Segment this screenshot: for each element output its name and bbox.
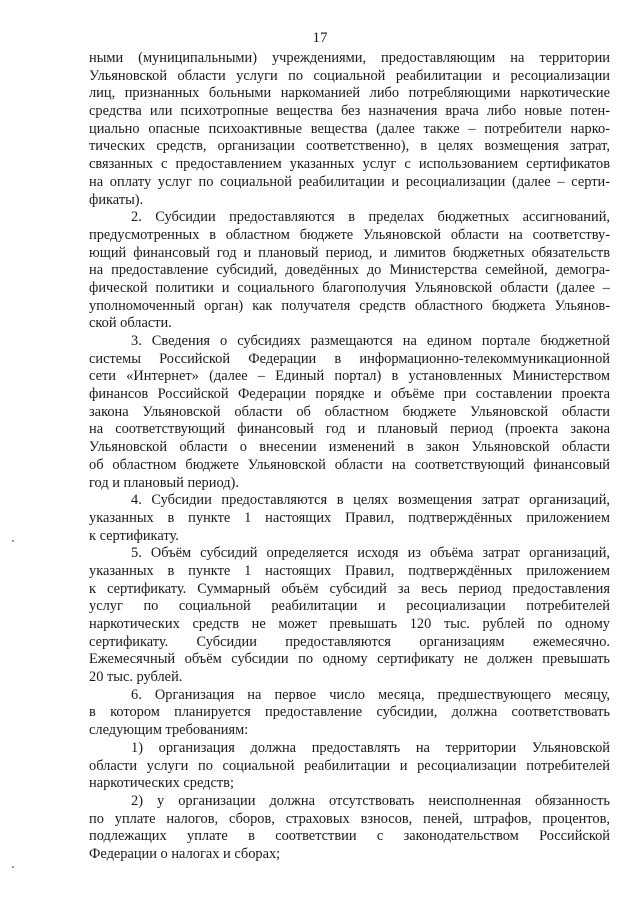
text-line: Ульяновской области о внесении изменений в закон Ульяновской области <box>89 439 610 456</box>
text-line: ными (муниципальными) учреждениями, предоставляющим на территории <box>89 50 610 66</box>
text-line: к сертификату. Суммарный объём субсидий за весь период предоставления <box>89 580 610 597</box>
text-line: 6. Организация на первое число месяца, предшествующего месяцу, <box>131 686 610 703</box>
text-line: лиц, признанных больными наркоманией либо потребляющими наркотические <box>89 85 610 102</box>
text-line: указанных в пункте 1 настоящих Правил, подтверждённых приложением <box>89 562 610 579</box>
text-line: к сертификату. <box>89 527 179 544</box>
text-line: на предоставление субсидий, доведённых до Министерства семейной, демогра- <box>89 262 610 279</box>
text-line: предусмотренных в областном бюджете Ульяновской области на соответству- <box>89 226 610 243</box>
text-line: системы Российской Федерации в информационно-телекоммуникационной <box>89 350 610 367</box>
text-line: Ульяновской области услуги по социальной реабилитации и ресоциализации <box>89 67 610 84</box>
text-line: 3. Сведения о субсидиях размещаются на едином портале бюджетной <box>131 333 610 349</box>
text-line: следующим требованиям: <box>89 722 249 739</box>
text-line: ской области. <box>89 315 172 332</box>
text-line: на оплату услуг по социальной реабилитации и ресоциализации (далее – серти- <box>89 173 610 190</box>
text-line: сертификату. Субсидии предоставляются организациям ежемесячно. <box>89 633 610 650</box>
text-line: уполномоченный орган) как получателя средств областного бюджета Ульянов- <box>89 297 610 314</box>
text-line: области услуги по социальной реабилитации и ресоциализации потребителей <box>89 757 610 774</box>
text-line: циально опасные психоактивные вещества (далее также – потребители нарко- <box>89 120 610 137</box>
text-line: по уплате налогов, сборов, страховых взносов, пеней, штрафов, процентов, <box>89 810 610 827</box>
text-line: средства или психотропные вещества без назначения врача либо новые потен- <box>89 103 610 120</box>
scan-speck <box>12 866 14 868</box>
text-line: в котором планируется предоставление субсидии, должна соответствовать <box>89 704 610 721</box>
text-line: 5. Объём субсидий определяется исходя из объёма затрат организаций, <box>131 545 610 562</box>
text-line: 1) организация должна предоставлять на территории Ульяновской <box>131 739 610 756</box>
text-line: наркотических средств не может превышать 120 тыс. рублей по одному <box>89 616 610 632</box>
body-text <box>89 50 610 864</box>
text-line: тических средств, организации соответственно), в целях возмещения затрат, <box>89 138 610 155</box>
page-number: 17 <box>312 30 328 46</box>
text-line: 20 тыс. рублей. <box>89 669 183 686</box>
text-line: 2. Субсидии предоставляются в пределах бюджетных ассигнований, <box>131 209 610 226</box>
text-line: 2) у организации должна отсутствовать неисполненная обязанность <box>131 792 610 809</box>
text-line: фической политики и социального благополучия Ульяновской области (далее – <box>89 279 610 296</box>
text-line: сети «Интернет» (далее – Единый портал) в установленных Министерством <box>89 368 610 385</box>
text-line: Федерации о налогах и сборах; <box>89 845 281 862</box>
text-line: фикаты). <box>89 191 144 208</box>
text-line: об областном бюджете Ульяновской области на соответствующий финансовый <box>89 456 610 473</box>
text-line: год и плановый период). <box>89 474 239 491</box>
text-line: финансов Российской Федерации порядке и объёме при составлении проекта <box>89 386 610 403</box>
text-line: 4. Субсидии предоставляются в целях возмещения затрат организаций, <box>131 492 610 509</box>
text-line: связанных с предоставлением указанных услуг с использованием сертификатов <box>89 156 610 173</box>
text-line: указанных в пункте 1 настоящих Правил, подтверждённых приложением <box>89 509 610 526</box>
text-line: на соответствующий финансовый год и плановый период (проекта закона <box>89 421 610 438</box>
text-line: услуг по социальной реабилитации и ресоциализации потребителей <box>89 598 610 615</box>
text-line: закона Ульяновской области об областном бюджете Ульяновской области <box>89 403 610 420</box>
text-line: ющий финансовый год и плановый период, и лимитов бюджетных обязательств <box>89 244 610 261</box>
text-line: Ежемесячный объём субсидии по одному сертификату не должен превышать <box>89 651 610 668</box>
text-line: подлежащих уплате в соответствии с законодательством Российской <box>89 828 610 845</box>
text-line: наркотических средств; <box>89 775 234 792</box>
scan-speck <box>12 540 14 542</box>
